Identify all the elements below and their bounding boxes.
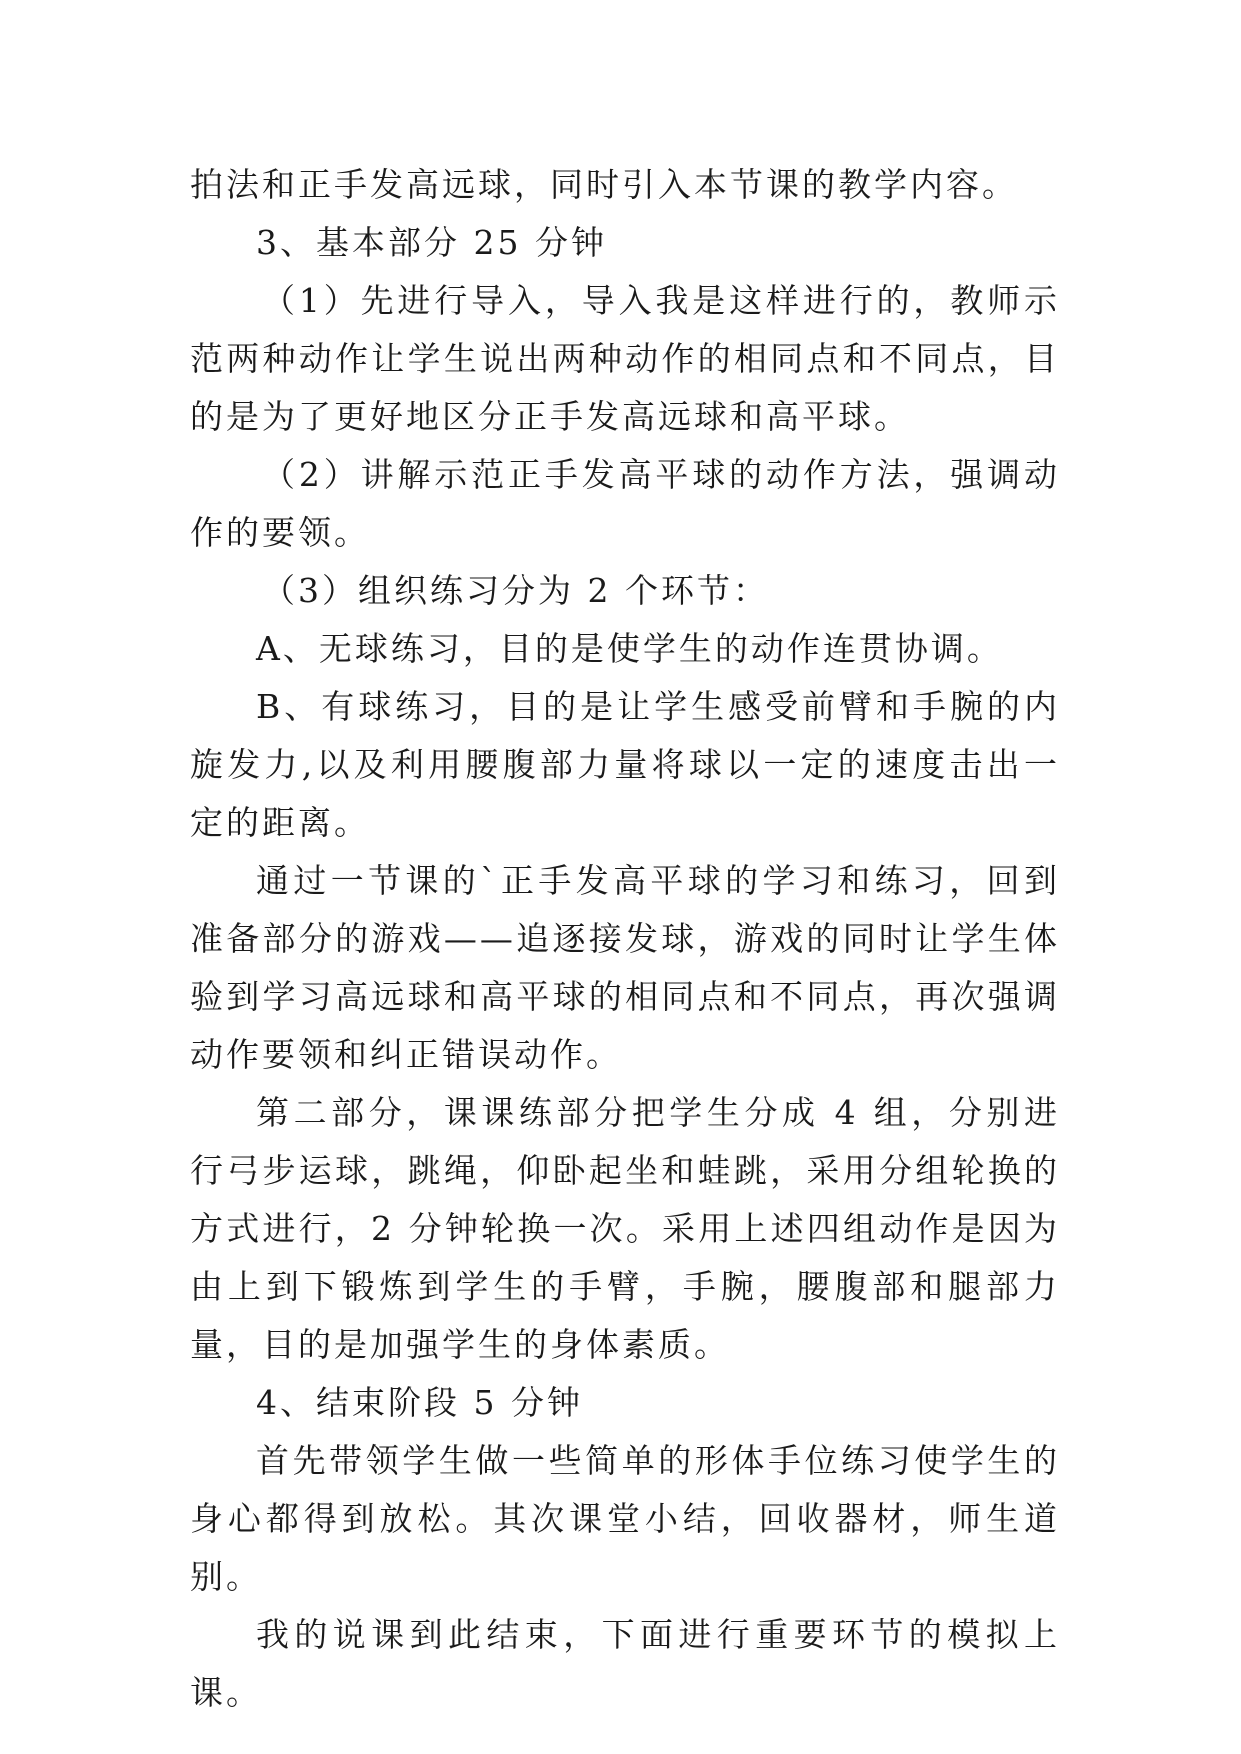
paragraph-practice-b: B、有球练习，目的是让学生感受前臂和手腕的内旋发力,以及利用腰腹部力量将球以一定的速度击出一定的距离。 [190,687,1060,842]
paragraph-intro-continuation: 拍法和正手发高远球，同时引入本节课的教学内容。 [190,165,1018,204]
paragraph-step-1: （1）先进行导入，导入我是这样进行的，教师示范两种动作让学生说出两种动作的相同点和不同点，目的是为了更好地区分正手发高远球和高平球。 [190,281,1060,436]
paragraph-practice-a: A、无球练习，目的是使学生的动作连贯协调。 [256,629,1003,668]
paragraph-step-2: （2）讲解示范正手发高平球的动作方法，强调动作的要领。 [190,455,1060,552]
paragraph-closing: 我的说课到此结束，下面进行重要环节的模拟上课。 [190,1615,1060,1712]
paragraph-ending: 首先带领学生做一些简单的形体手位练习使学生的身心都得到放松。其次课堂小结，回收器材，师生道别。 [190,1441,1060,1596]
section-heading-ending: 4、结束阶段 5 分钟 [256,1383,583,1422]
paragraph-step-3: （3）组织练习分为 2 个环节： [262,571,769,610]
paragraph-part-two: 第二部分，课课练部分把学生分成 4 组，分别进行弓步运球，跳绳，仰卧起坐和蛙跳，采用分组轮换的方式进行，2 分钟轮换一次。采用上述四组动作是因为由上到下锻炼到学生的手臂，手腕，腰腹部和腿部力量，目的是加强学生的身体素质。 [190,1093,1060,1364]
paragraph-review: 通过一节课的`正手发高平球的学习和练习，回到准备部分的游戏——追逐接发球，游戏的同时让学生体验到学习高远球和高平球的相同点和不同点，再次强调动作要领和纠正错误动作。 [190,861,1060,1074]
document-body [190,156,1060,1722]
section-heading-basic-part: 3、基本部分 25 分钟 [256,223,607,262]
